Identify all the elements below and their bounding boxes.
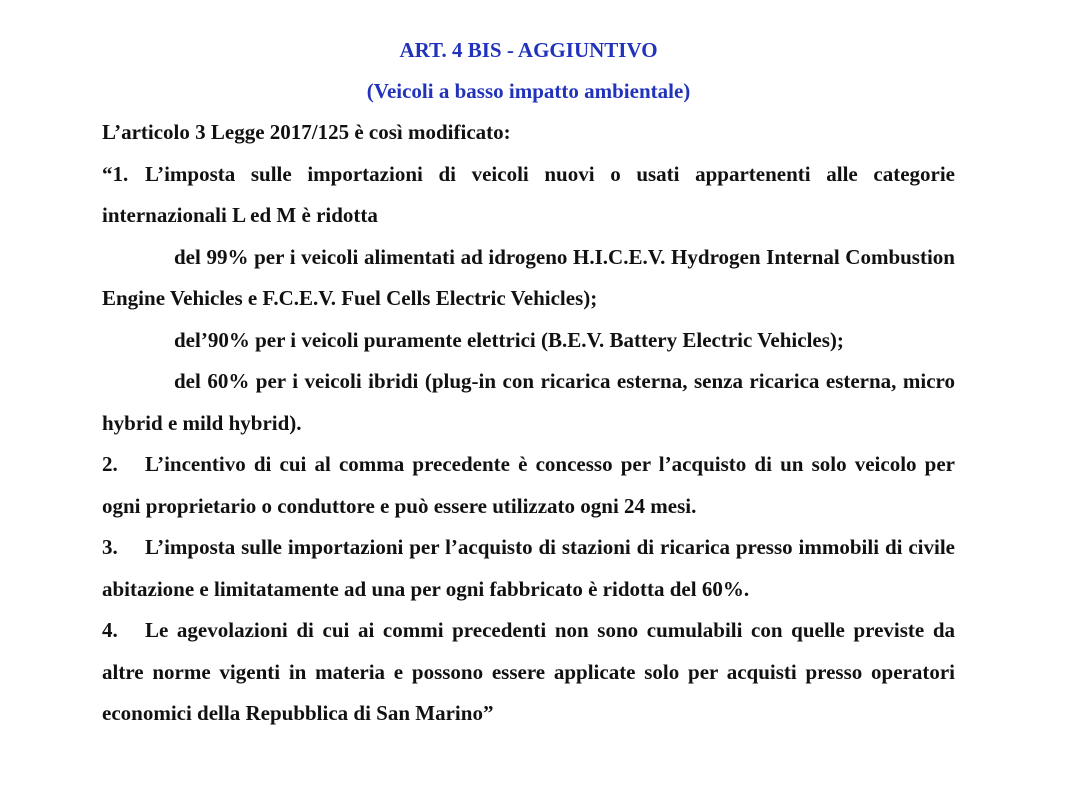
paragraph-1-text: L’imposta sulle importazioni di veicoli nuovi o usati appartenenti alle categorie internazionali L ed M è ridotta	[102, 161, 955, 227]
intro-line: L’articolo 3 Legge 2017/125 è così modificato:	[102, 120, 511, 144]
paragraph-4-number: 4.	[102, 618, 118, 642]
article-subtitle: (Veicoli a basso impatto ambientale)	[366, 79, 691, 103]
document-page	[102, 30, 955, 735]
subparagraph-90: del’90% per i veicoli puramente elettrici (B.E.V. Battery Electric Vehicles);	[174, 327, 844, 352]
paragraph-3	[102, 527, 955, 610]
paragraph-2-number: 2.	[102, 452, 118, 476]
paragraph-1	[102, 154, 955, 237]
paragraph-4-text: Le agevolazioni di cui ai commi precedenti non sono cumulabili con quelle previste da altre norme vigenti in materia e possono essere applicate solo per acquisti presso operatori economici della Repubblica di San Marino”	[102, 618, 955, 725]
subparagraph-60: del 60% per i veicoli ibridi (plug-in con ricarica esterna, senza ricarica esterna, micro hybrid e mild hybrid).	[102, 369, 955, 435]
article-title: ART. 4 BIS - AGGIUNTIVO	[399, 38, 658, 62]
paragraph-3-text: L’imposta sulle importazioni per l’acquisto di stazioni di ricarica presso immobili di civile abitazione e limitatamente ad una per ogni fabbricato è ridotta del 60%.	[102, 535, 955, 601]
subparagraph-99: del 99% per i veicoli alimentati ad idrogeno H.I.C.E.V. Hydrogen Internal Combustion Engine Vehicles e F.C.E.V. Fuel Cells Electric Vehicles);	[102, 244, 955, 310]
paragraph-4	[102, 610, 955, 735]
paragraph-1-number: “1.	[102, 161, 129, 186]
paragraph-2	[102, 444, 955, 527]
paragraph-2-text: L’incentivo di cui al comma precedente è concesso per l’acquisto di un solo veicolo per ogni proprietario o conduttore e può essere utilizzato ogni 24 mesi.	[102, 452, 955, 518]
paragraph-3-number: 3.	[102, 535, 118, 559]
